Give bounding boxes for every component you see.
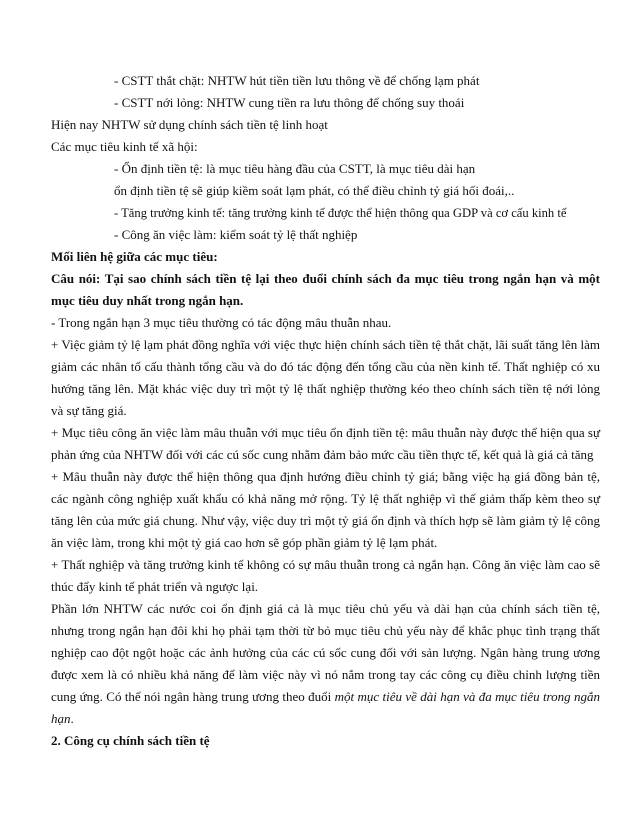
- paragraph-final: [51, 598, 600, 730]
- text-line: Hiện nay NHTW sử dụng chính sách tiền tệ linh hoạt: [51, 117, 328, 132]
- document-page: [51, 70, 600, 752]
- paragraph: + Việc giảm tỷ lệ lạm phát đồng nghĩa với việc thực hiện chính sách tiền tệ thắt chặt, lãi suất tăng lên làm giảm các nhân tố cấu thành tổng cầu và do đó tác động đến tổng cầu của nền kinh tế. Thất nghiệp có xu hướng tăng lên. Mặt khác việc duy trì một tỷ lệ thất nghiệp thường kéo theo chính sách tiền tệ nới lỏng và sự tăng giá.: [51, 337, 600, 418]
- text-line: - Ổn định tiền tệ: là mục tiêu hàng đầu của CSTT, là mục tiêu dài hạn: [114, 161, 476, 176]
- italic-phrase: một mục tiêu về dài hạn và đa mục tiêu trong ngắn hạn: [51, 689, 600, 726]
- text-line: - CSTT nới lỏng: NHTW cung tiền ra lưu thông để chống suy thoái: [114, 95, 465, 110]
- paragraph: - Trong ngắn hạn 3 mục tiêu thường có tác động mâu thuẫn nhau.: [51, 315, 392, 330]
- paragraph: + Mục tiêu công ăn việc làm mâu thuẫn với mục tiêu ổn định tiền tệ: mâu thuẫn này được thể hiện qua sự phản ứng của NHTW đối với các cú sốc cung nhằm đảm bảo mức cầu tiền thực tế, kết quả là giá cả tăng: [51, 425, 600, 462]
- paragraph: + Mâu thuẫn này được thể hiện thông qua định hướng điều chỉnh tỷ giá; bằng việc hạ giá đồng bản tệ, các ngành công nghiệp xuất khẩu có khả năng mở rộng. Tỷ lệ thất nghiệp vì thế giảm thấp kèm theo sự tăng lên của mức giá chung. Như vậy, việc duy trì một tỷ giá ổn định và thích hợp sẽ làm giảm tỷ lệ công ăn việc làm, trong khi một tỷ giá cao hơn sẽ góp phần giảm tỷ lệ lạm phát.: [51, 469, 600, 550]
- text-line: Các mục tiêu kinh tế xã hội:: [51, 139, 198, 154]
- text-line: - Tăng trưởng kinh tế: tăng trưởng kinh tế được thể hiện thông qua GDP và cơ cấu kinh tế: [114, 206, 567, 220]
- paragraph: + Thất nghiệp và tăng trưởng kinh tế không có sự mâu thuẫn trong cả ngắn hạn. Công ăn việc làm cao sẽ thúc đẩy kinh tế phát triển và ngược lại.: [51, 557, 600, 594]
- section-heading-tools: 2. Công cụ chính sách tiền tệ: [51, 733, 210, 748]
- question-text: Câu nói: Tại sao chính sách tiền tệ lại theo đuổi chính sách đa mục tiêu trong ngắn hạn và một mục tiêu duy nhất trong ngắn hạn.: [51, 271, 600, 308]
- section-heading: Mối liên hệ giữa các mục tiêu:: [51, 249, 218, 264]
- text-line: - Công ăn việc làm: kiểm soát tỷ lệ thất nghiệp: [114, 227, 358, 242]
- text-line: ổn định tiền tệ sẽ giúp kiềm soát lạm phát, có thể điều chỉnh tỷ giá hối đoái,..: [114, 183, 515, 198]
- paragraph-end: .: [70, 711, 74, 726]
- text-line: - CSTT thắt chặt: NHTW hút tiền tiền lưu thông về để chống lạm phát: [114, 73, 480, 88]
- paragraph-text: Phần lớn NHTW các nước coi ổn định giá cả là mục tiêu chủ yếu và dài hạn của chính sách tiền tệ, nhưng trong ngắn hạn đôi khi họ phải tạm thời từ bỏ mục tiêu chủ yếu này để khắc phục tình trạng thất nghiệp cao đột ngột hoặc các ảnh hưởng của các cú sốc cung đối với sản lượng. Ngân hàng trung ương được xem là có nhiều khả năng để làm việc này vì nó nắm trong tay các công cụ điều chỉnh lượng tiền cung ứng. Có thể nói ngân hàng trung ương theo đuổi: [51, 601, 600, 704]
